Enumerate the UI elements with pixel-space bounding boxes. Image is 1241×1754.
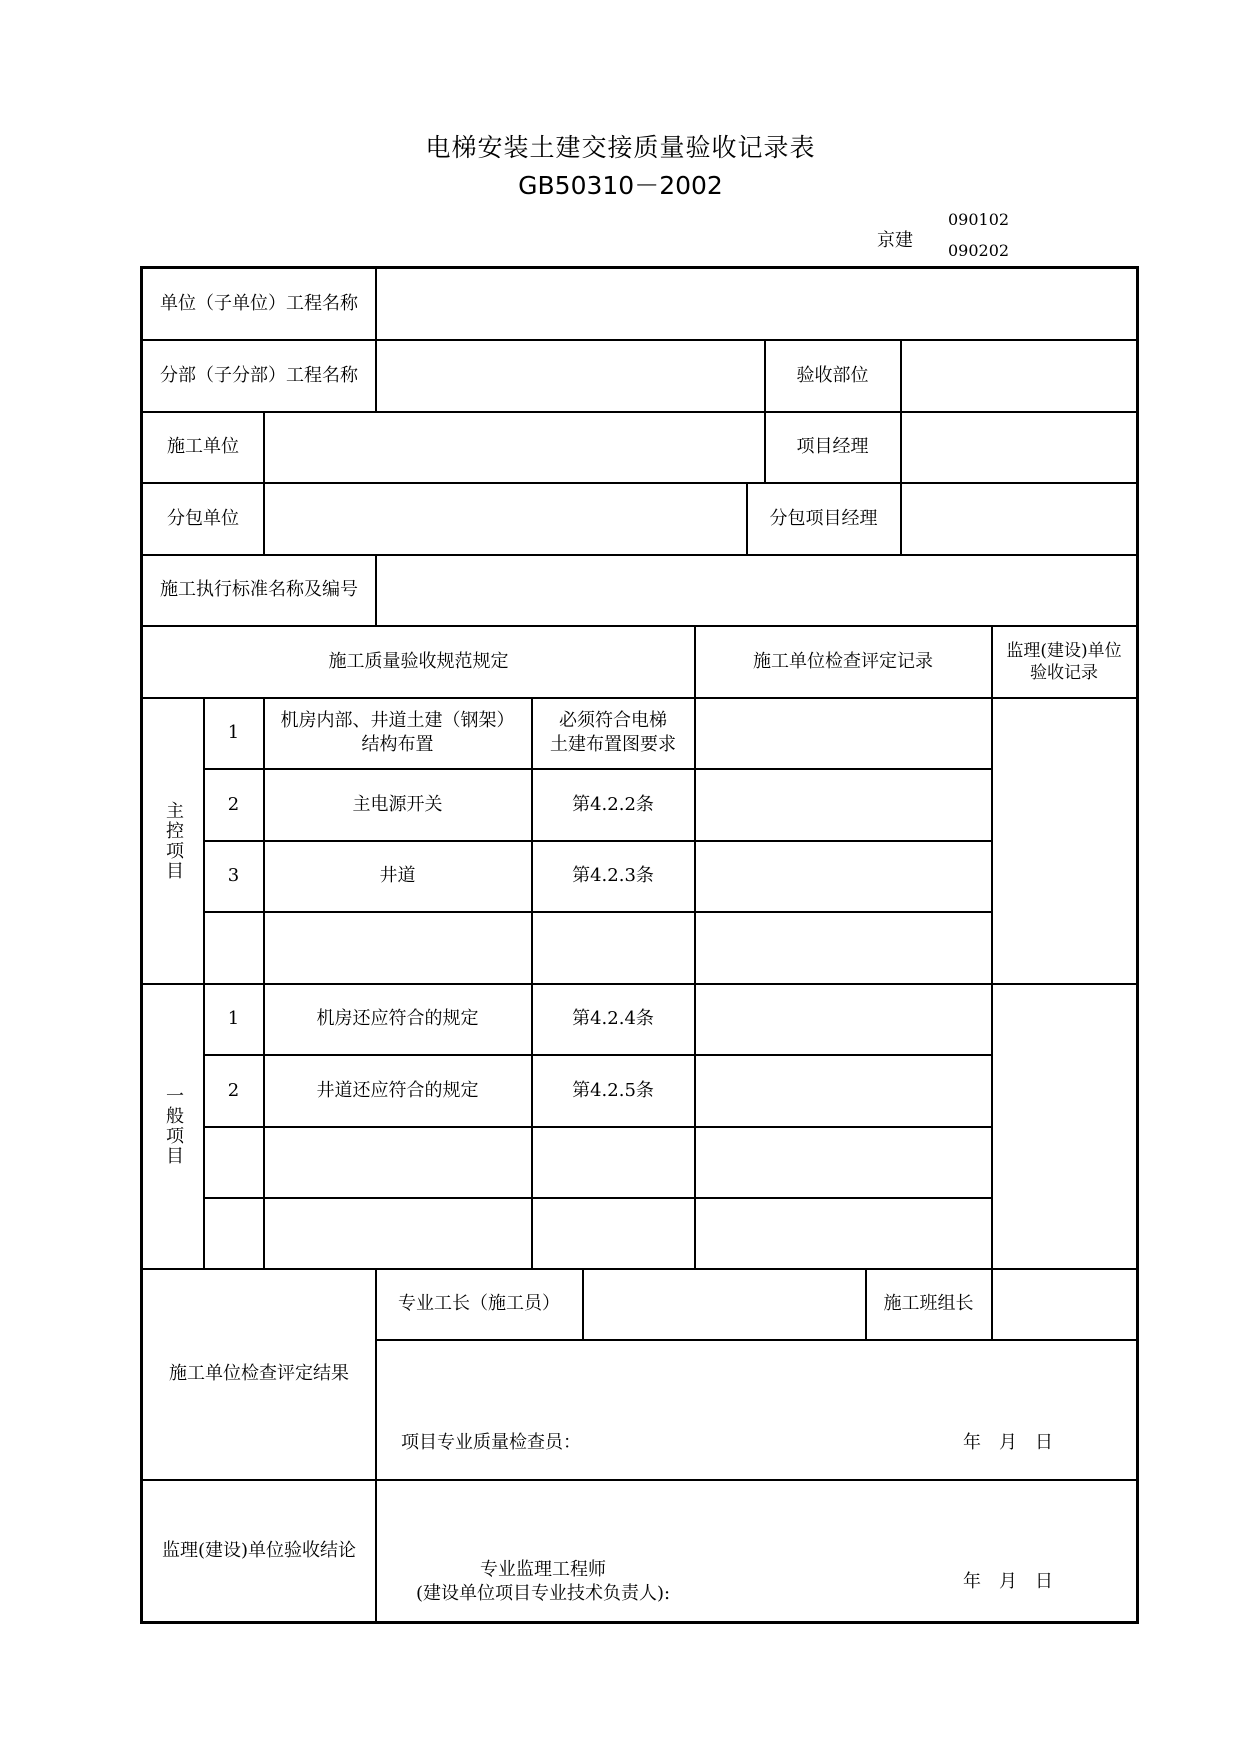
main-control-group-label: 主控项目 bbox=[163, 800, 184, 881]
standard-number: GB50310－2002 bbox=[518, 171, 723, 200]
project-manager-label: 项目经理 bbox=[796, 436, 869, 457]
main-item-1-rule-line2: 土建布置图要求 bbox=[550, 734, 676, 755]
conclusion-date: 年 月 日 bbox=[963, 1571, 1053, 1592]
general-group-label: 一般项目 bbox=[163, 1086, 184, 1166]
supervision-header-line2: 验收记录 bbox=[1030, 662, 1098, 683]
main-item-2-name: 主电源开关 bbox=[352, 793, 443, 815]
construction-unit-label: 施工单位 bbox=[167, 436, 239, 457]
main-item-3-no: 3 bbox=[227, 865, 240, 886]
main-item-3-name: 井道 bbox=[379, 865, 416, 886]
page-title: 电梯安装土建交接质量验收记录表 bbox=[425, 133, 816, 162]
main-item-3-rule: 第4.2.3条 bbox=[572, 865, 654, 886]
general-item-2-name: 井道还应符合的规定 bbox=[316, 1079, 479, 1101]
form-code-1: 090102 bbox=[948, 210, 1010, 229]
supervising-engineer-line1: 专业监理工程师 bbox=[480, 1559, 606, 1580]
general-item-1-no: 1 bbox=[227, 1008, 240, 1029]
acceptance-part-label: 验收部位 bbox=[796, 364, 869, 386]
acceptance-form-table bbox=[140, 266, 1139, 1624]
main-item-1-name bbox=[264, 698, 531, 768]
foreman-label: 专业工长（施工员） bbox=[398, 1293, 560, 1314]
supervising-engineer-label bbox=[403, 1555, 683, 1609]
supervision-header-line1: 监理(建设)单位 bbox=[1006, 640, 1122, 661]
main-item-1-no: 1 bbox=[227, 722, 240, 743]
record-header: 施工单位检查评定记录 bbox=[753, 650, 933, 672]
inspector-label: 项目专业质量检查员： bbox=[401, 1432, 581, 1453]
sub-project-name-label: 分部（子分部）工程名称 bbox=[160, 364, 358, 386]
form-code-label: 京建 bbox=[877, 230, 913, 251]
spec-header: 施工质量验收规范规定 bbox=[328, 650, 509, 672]
main-item-1-name-line1: 机房内部、井道土建（钢架） bbox=[280, 710, 515, 731]
main-item-2-rule: 第4.2.2条 bbox=[572, 793, 654, 815]
main-item-2-no: 2 bbox=[227, 793, 240, 815]
main-item-1-rule bbox=[532, 698, 694, 768]
standard-name-label: 施工执行标准名称及编号 bbox=[160, 579, 358, 600]
subcontract-unit-label: 分包单位 bbox=[167, 507, 239, 529]
general-item-2-rule: 第4.2.5条 bbox=[572, 1079, 654, 1101]
unit-project-name-label: 单位（子单位）工程名称 bbox=[160, 293, 358, 314]
team-leader-label: 施工班组长 bbox=[883, 1293, 974, 1314]
result-label: 施工单位检查评定结果 bbox=[169, 1363, 349, 1384]
general-item-2-no: 2 bbox=[227, 1079, 240, 1101]
general-item-1-name: 机房还应符合的规定 bbox=[316, 1008, 479, 1029]
supervision-header bbox=[992, 626, 1136, 697]
main-item-1-name-line2: 结构布置 bbox=[361, 734, 434, 755]
supervising-engineer-line2: (建设单位项目专业技术负责人): bbox=[415, 1583, 671, 1604]
general-item-1-rule: 第4.2.4条 bbox=[572, 1008, 654, 1029]
form-code-2: 090202 bbox=[948, 241, 1010, 260]
result-date: 年 月 日 bbox=[963, 1432, 1053, 1453]
main-item-1-rule-line1: 必须符合电梯 bbox=[559, 710, 667, 731]
conclusion-label: 监理(建设)单位验收结论 bbox=[161, 1539, 357, 1561]
subcontract-manager-label: 分包项目经理 bbox=[769, 507, 878, 529]
